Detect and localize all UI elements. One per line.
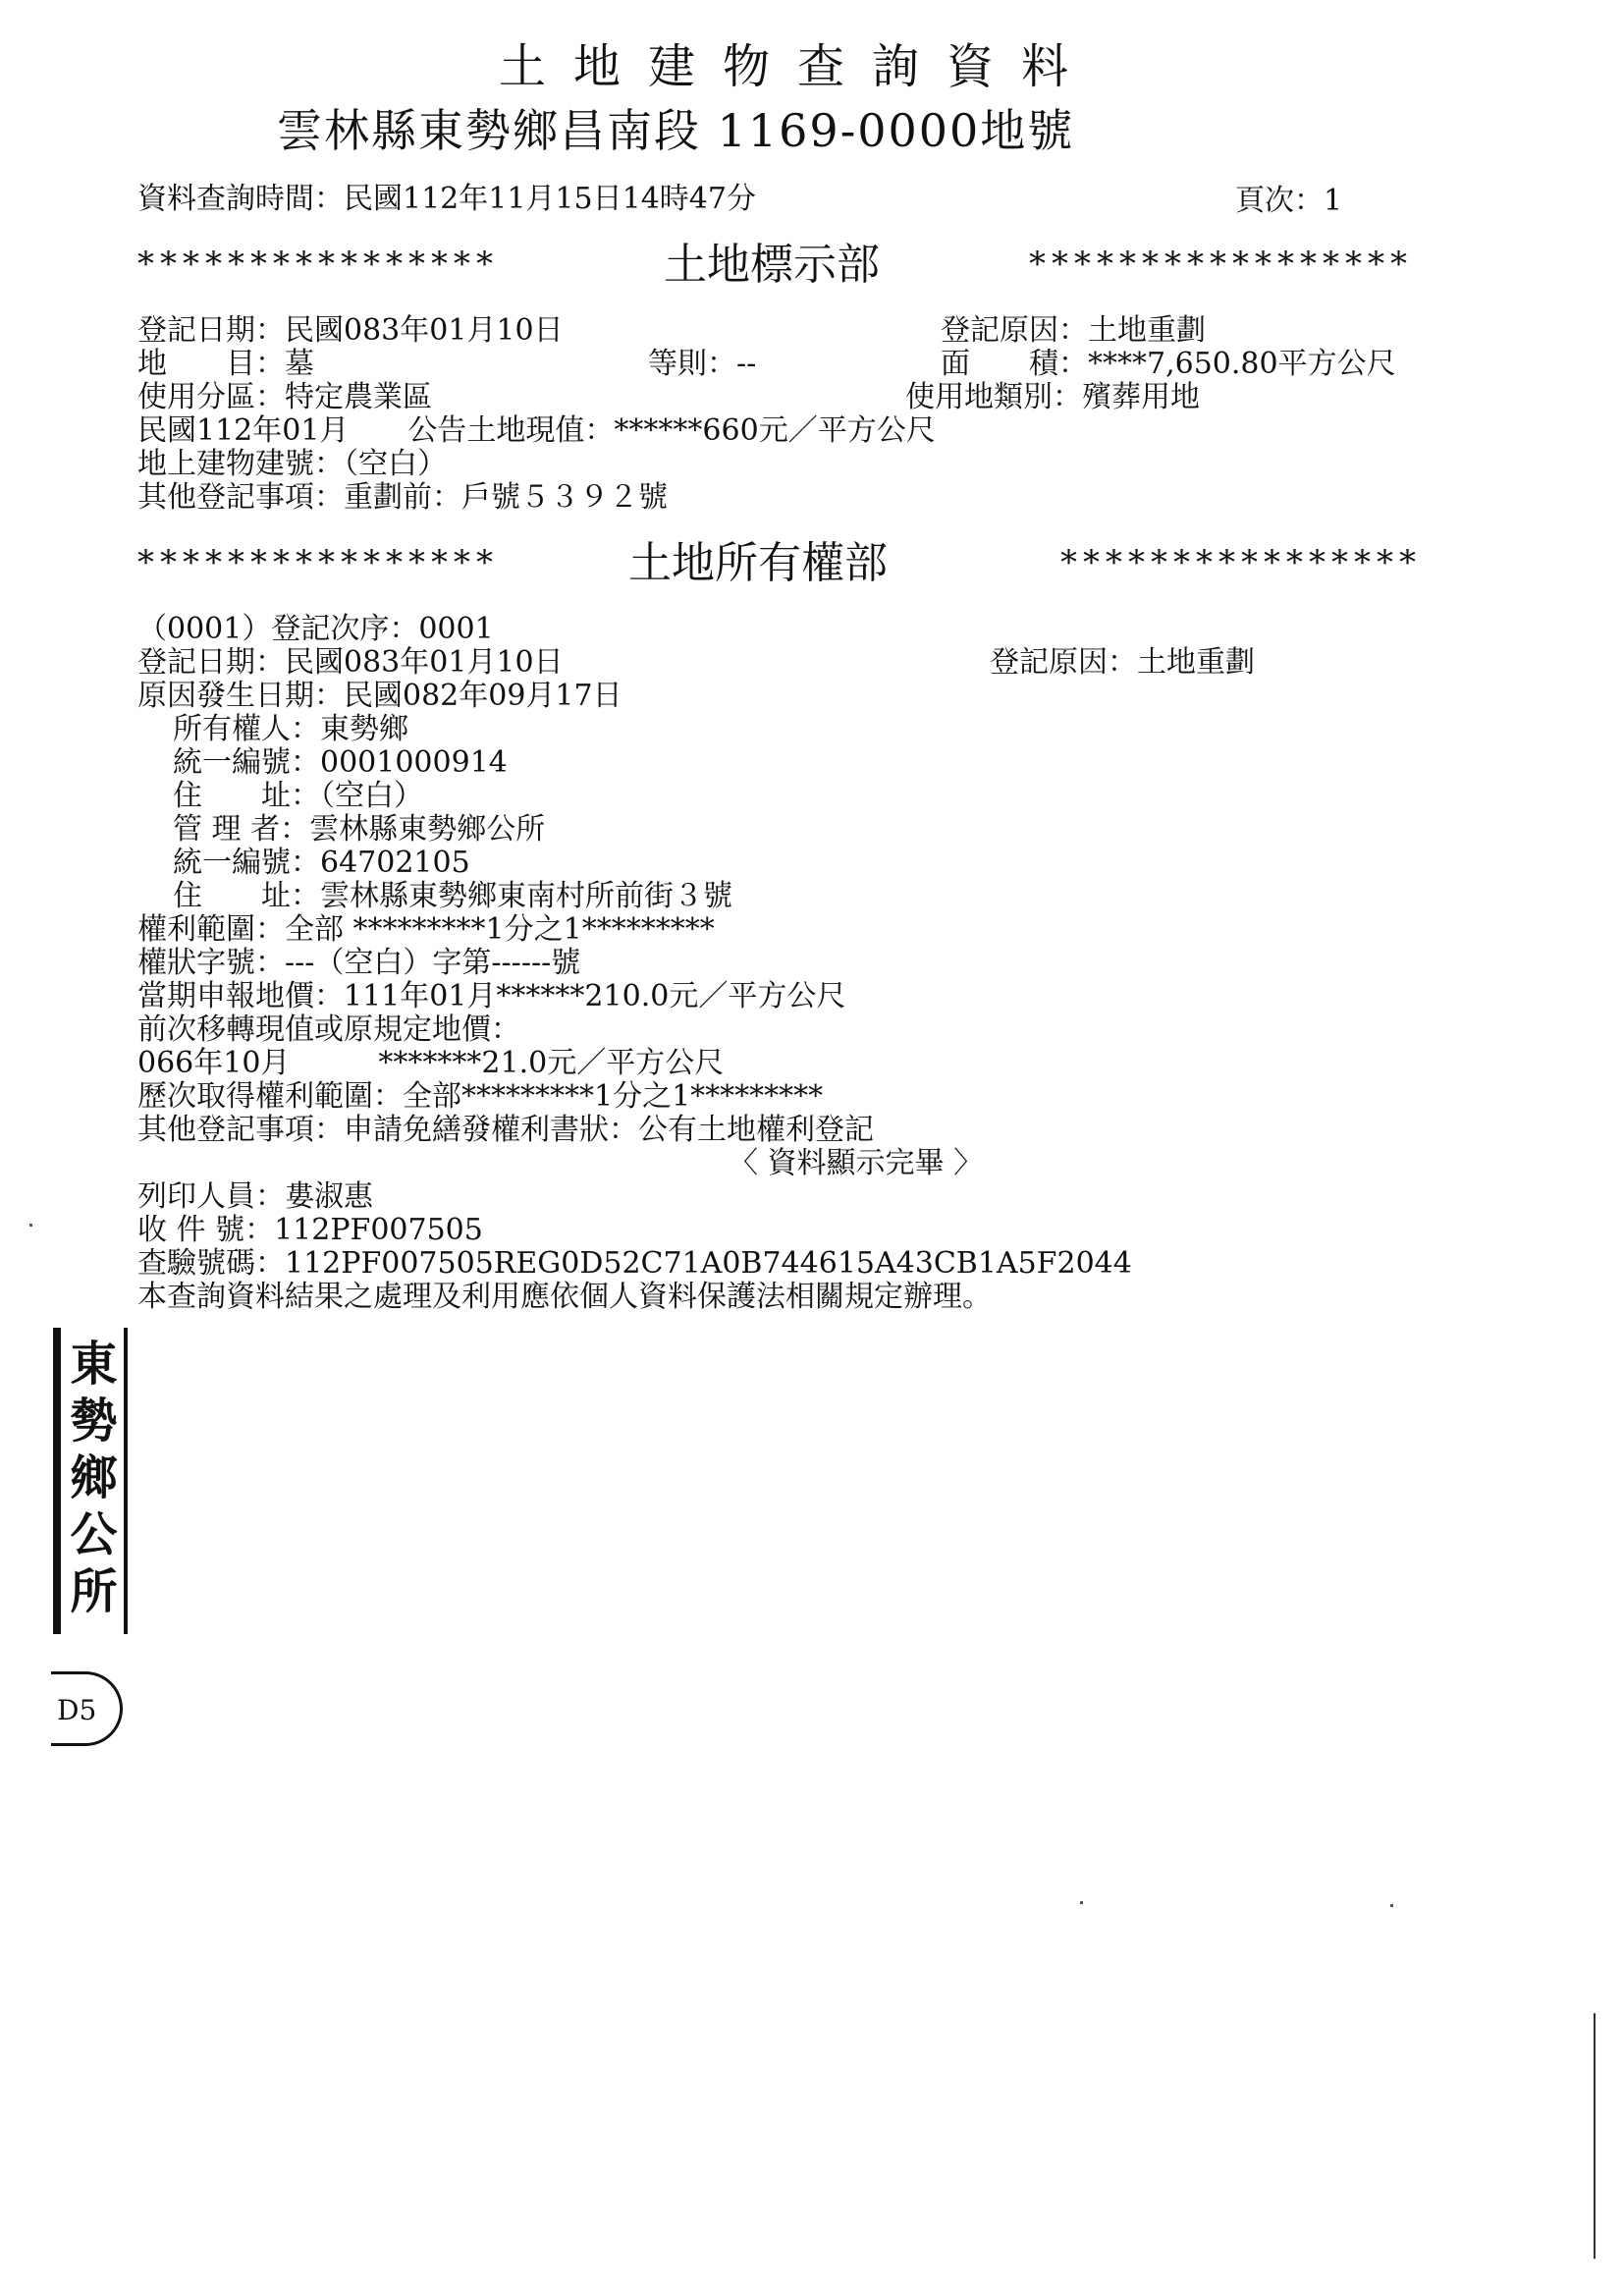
registration-date: 登記日期：民國083年01月10日 — [137, 313, 564, 348]
owner-registration-date: 登記日期：民國083年01月10日 — [137, 645, 564, 680]
section-stars-right: ***************** — [1029, 245, 1413, 284]
previous-transfer-label: 前次移轉現值或原規定地價： — [137, 1012, 520, 1047]
manager-id: 統一編號：64702105 — [173, 846, 470, 880]
land-area: 面 積：****7,650.80平方公尺 — [941, 347, 1396, 381]
section-title-ownership: 土地所有權部 — [628, 538, 888, 588]
other-registration: 其他登記事項：重劃前：戶號５３９２號 — [137, 480, 668, 515]
scan-dot — [1080, 1901, 1083, 1904]
declared-land-value: 當期申報地價：111年01月******210.0元／平方公尺 — [137, 979, 846, 1013]
verification-code: 查驗號碼：112PF007505REG0D52C71A0B744615A43CB1A5F2044 — [137, 1246, 1132, 1281]
manager-address: 住 址：雲林縣東勢鄉東南村所前街３號 — [173, 879, 732, 913]
document-title: 土地建物查詢資料 — [499, 39, 1097, 94]
scan-edge-line — [1594, 2013, 1596, 2259]
announced-land-value: 民國112年01月 公告土地現值：******660元／平方公尺 — [137, 413, 936, 448]
historical-rights-scope: 歷次取得權利範圍：全部*********1分之1********* — [137, 1079, 824, 1114]
other-registration-ownership: 其他登記事項：申請免繕發權利書狀：公有土地權利登記 — [137, 1113, 874, 1147]
cause-date: 原因發生日期：民國082年09月17日 — [137, 679, 622, 713]
previous-transfer-value: 066年10月 *******21.0元／平方公尺 — [137, 1046, 725, 1080]
land-grade: 等則：-- — [648, 347, 757, 381]
registration-sequence: （0001）登記次序：0001 — [137, 612, 494, 646]
official-seal-stamp — [51, 1328, 128, 1634]
seal-badge — [51, 1671, 123, 1746]
owner-id: 統一編號：0001000914 — [173, 745, 508, 780]
section-stars-left: **************** — [137, 245, 499, 284]
query-time: 資料查詢時間：民國112年11月15日14時47分 — [137, 182, 756, 216]
printed-by: 列印人員：婁淑惠 — [137, 1179, 373, 1214]
scan-dot — [29, 1224, 32, 1227]
privacy-notice: 本查詢資料結果之處理及利用應依個人資料保護法相關規定辦理。 — [137, 1280, 992, 1314]
building-number: 地上建物建號：（空白） — [137, 447, 447, 481]
rights-scope: 權利範圍：全部 *********1分之1********* — [137, 912, 715, 947]
zoning: 使用分區：特定農業區 — [137, 380, 432, 414]
certificate-number: 權狀字號：---（空白）字第------號 — [137, 946, 581, 980]
owner-name: 所有權人：東勢鄉 — [173, 712, 408, 746]
section-stars-right: **************** — [1060, 543, 1422, 582]
section-stars-left: **************** — [137, 543, 499, 582]
seal-badge-text: D5 — [57, 1694, 97, 1726]
page-number: 頁次：1 — [1235, 184, 1343, 218]
section-title-land: 土地標示部 — [664, 240, 880, 290]
end-of-data: 〈 資料顯示完畢 〉 — [729, 1146, 984, 1180]
owner-registration-reason: 登記原因：土地重劃 — [990, 645, 1255, 680]
land-category: 地 目：墓 — [137, 347, 314, 381]
manager-name: 管 理 者：雲林縣東勢鄉公所 — [173, 812, 546, 847]
owner-address: 住 址：（空白） — [173, 779, 423, 813]
seal-text: 東勢鄉公所 — [53, 1328, 118, 1634]
registration-reason: 登記原因：土地重劃 — [941, 313, 1206, 348]
document-subtitle: 雲林縣東勢鄉昌南段 1169-0000地號 — [277, 104, 1075, 157]
scan-dot — [1390, 1904, 1393, 1907]
land-use-type: 使用地類別：殯葬用地 — [905, 380, 1200, 414]
receipt-number: 收 件 號：112PF007505 — [137, 1213, 483, 1247]
